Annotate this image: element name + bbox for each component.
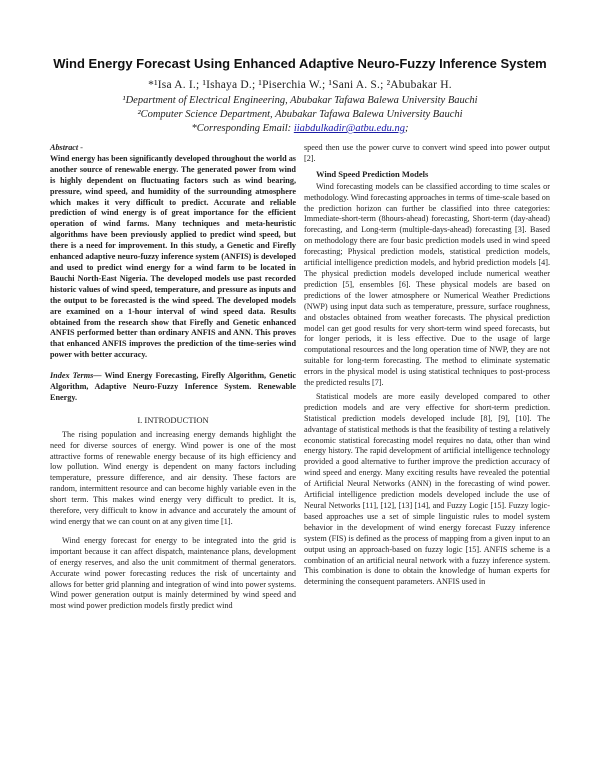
corresponding-suffix: ; [404, 123, 409, 134]
right-column [304, 143, 550, 588]
left-column [50, 143, 296, 612]
corresponding-email-line [0, 123, 600, 134]
subsection-heading-wind-speed-models: Wind Speed Prediction Models [316, 168, 429, 179]
corresponding-email-link[interactable]: iiabdulkadir@atbu.edu.ng [293, 123, 405, 134]
abstract [50, 143, 296, 361]
abstract-label: Abstract - [50, 143, 83, 152]
corresponding-label: *Corresponding Email: [191, 123, 294, 134]
affiliation-1: ¹Department of Electrical Engineering, Abubakar Tafawa Balewa University Bauchi [122, 95, 478, 106]
paper-title: Wind Energy Forecast Using Enhanced Adaptive Neuro-Fuzzy Inference System [53, 56, 547, 71]
author-list: *¹Isa A. I.; ¹Ishaya D.; ¹Piserchia W.; ¹Sani A. S.; ²Abubakar H. [148, 79, 452, 91]
index-terms-label: Index Terms [50, 371, 94, 381]
index-terms-text: — Wind Energy Forecasting, Firefly Algorithm, Genetic Algorithm, Adaptive Neuro-Fuzzy Inference System. Renewable Energy. [50, 371, 296, 402]
intro-paragraph-1: The rising population and increasing energy demands highlight the need for diverse sources of energy. Wind power is one of the most attractive forms of renewable energy because of its high efficiency and low pollution. Wind energy is dependent on many factors including temperature, pressure difference, and air density. These factors are random, intermittent resource and can become highly variable even in the short term. This makes wind energy very difficult to predict. It is, therefore, very difficult to know in advance and accurately the amount of wind energy that we can count on at any given time [1]. [50, 429, 296, 526]
affiliation-2: ²Computer Science Department, Abubakar Tafawa Balewa University Bauchi [137, 109, 463, 120]
intro-paragraph-2: Wind energy forecast for energy to be integrated into the grid is important because it can affect dispatch, maintenance plans, development of energy reserves, and also the unit commitment of thermal generators. Accurate wind power forecasting reduces the risk of uncertainty and allows for better grid planning and integration of wind into power systems. Wind power generation output is mainly determined by wind speed and most wind power prediction models firstly predict wind [50, 535, 296, 611]
section-heading-introduction: I. INTRODUCTION [137, 414, 209, 425]
right-paragraph-2: Statistical models are more easily developed compared to other prediction models and are very effective for short-term prediction. Statistical prediction models developed include [8], [9], [10]. The advantage of statistical methods is that the feasibility of testing a relatively economic statistical forecasting model requires no data, other than wind energy history. The rapid development of artificial intelligence technology provided a good alternative to further improve the prediction accuracy of wind speed and energy. Many exciting results have revealed the potential of Artificial Neural Networks (ANN) in the forecasting of wind power. Artificial intelligence prediction models developed include the use of Neural Networks [11], [12], [13] [14], and Fuzzy Logic [15]. Fuzzy logic-based approaches use a set of simple linguistic rules to model system behavior in the development of wind energy forecast Fuzzy inference system (FIS) is defined as the process of mapping from a given input to an output using an approach-based on fuzzy logic [15]. ANFIS scheme is a combination of an artificial neural network with a fuzzy inference system. This combination is done to obtain the knowledge of human experts for determining the consequent parameters. ANFIS used in [304, 391, 550, 587]
index-terms [50, 371, 296, 404]
abstract-text: Wind energy has been significantly developed throughout the world as another source of renewable energy. The generated power from wind is highly dependent on fluctuating factors such as wind bearing, pressure, wind speed, and humidity of the surrounding atmosphere which makes it very difficult to predict. Accurate and reliable prediction of wind energy is of great importance for the efficient operation of wind farms. Many techniques and meta-heuristic algorithms have been previously applied to predict wind speed, but there is a need for improvement. In this study, a Genetic and Firefly enhanced adaptive neuro-fuzzy inference system (ANFIS) is developed and used to predict wind energy for a wind farm to be located in Bauchi North-East Nigeria. The developed models use past recorded historic values of wind speed, temperature, and pressure as inputs and the output to be forecasted is the wind speed. The developed models are examined on a 1-hour interval of wind speed data. Results obtained from the research show that Firefly and Genetic enhanced ANFIS performed better than ordinary ANFIS and ANN. This proves that enhanced ANFIS improves the prediction of the time-series wind power with better accuracy. [50, 153, 296, 360]
right-paragraph-1: Wind forecasting models can be classified according to time scales or methodology. Wind forecasting approaches in terms of time-scale based on the prediction horizon can further be classified into three categories: Immediate-short-term (8hours-ahead) forecasting, Short-term (day-ahead) forecasting, and Long-term (multiple-days-ahead) forecasting [3]. Based on methodology there are four basic prediction models used in wind speed forecasting; Physical prediction models, statistical prediction models, artificial intelligence prediction models, and hybrid prediction models [4]. The physical prediction models developed include numerical weather prediction [5], ensembles [6]. These physical models are based on predictions of the lower atmosphere or Numerical Weather Predictions (NWP) using input data such as temperature, pressure, surface roughness, and obstacles obtained from weather forecasts. The physical prediction model can get good results for very short-term wind speed forecasts, but for longer periods, it is less effective. Due to the usage of large computational resources and the long operation time of NWP, they are not suitable for long-term forecasting. The method to eliminate systematic errors in the physical model is using statistical techniques to post-process the predicted results [7]. [304, 181, 550, 388]
right-paragraph-continued: speed then use the power curve to convert wind speed into power output [2]. [304, 143, 550, 163]
